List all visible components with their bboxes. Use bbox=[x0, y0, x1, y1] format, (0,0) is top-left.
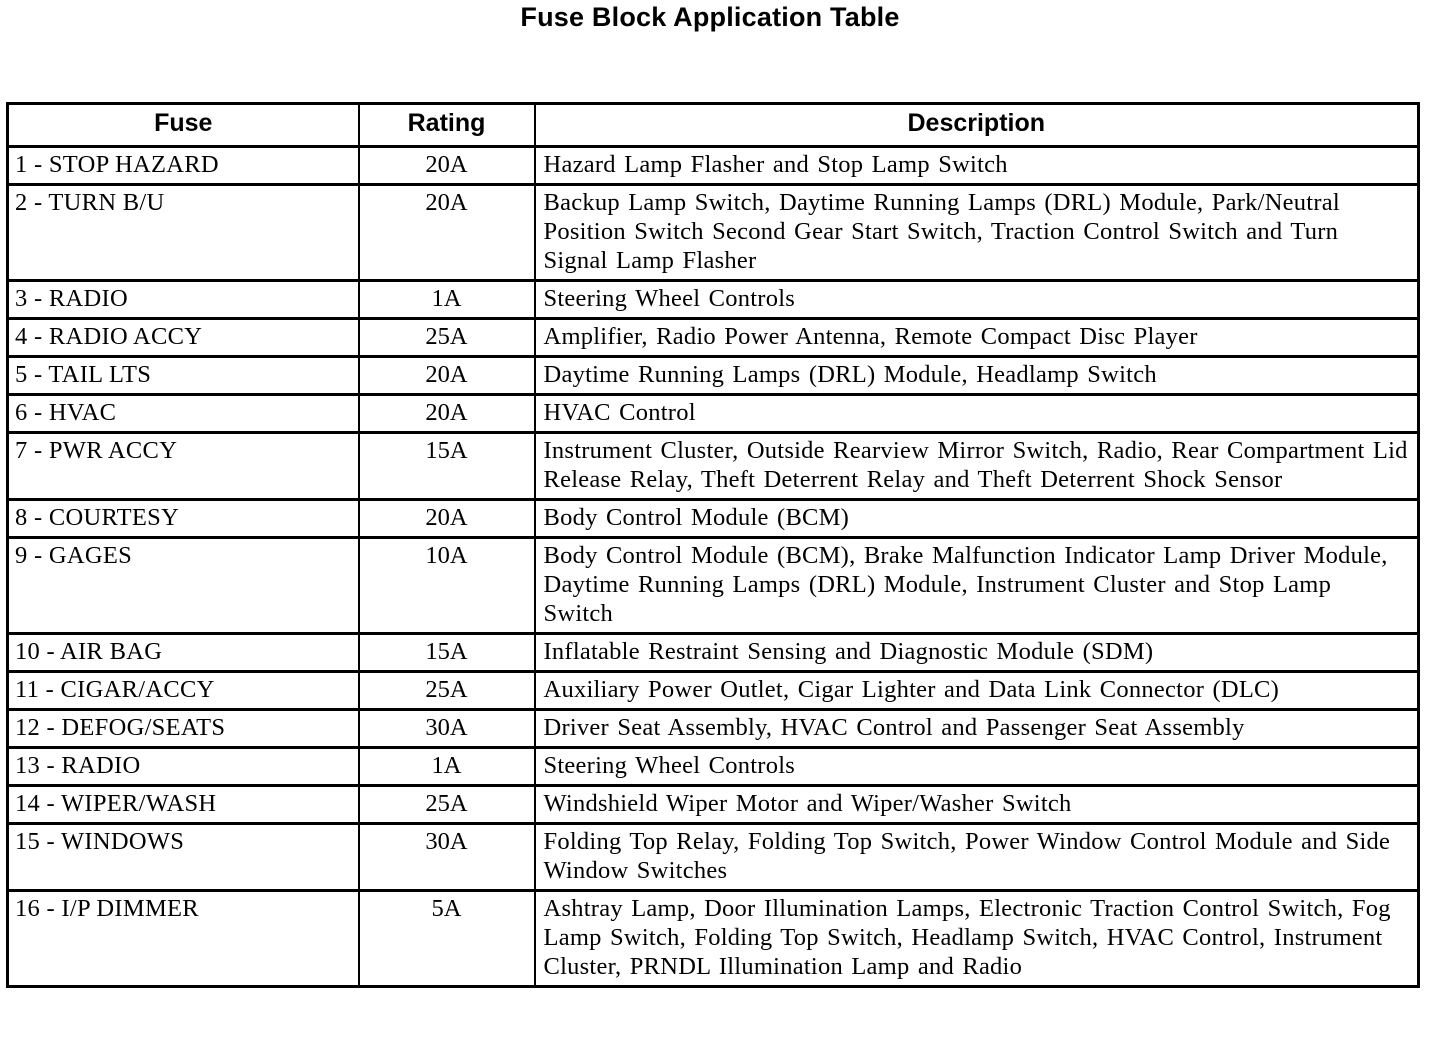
fuse-cell: 5 - TAIL LTS bbox=[8, 357, 359, 395]
rating-cell: 30A bbox=[359, 710, 535, 748]
description-cell: Body Control Module (BCM) bbox=[535, 500, 1419, 538]
description-cell: Amplifier, Radio Power Antenna, Remote Compact Disc Player bbox=[535, 319, 1419, 357]
description-cell: Ashtray Lamp, Door Illumination Lamps, Electronic Traction Control Switch, Fog Lamp Switch, Folding Top Switch, Headlamp Switch, HVAC Control, Instrument Cluster, PRNDL Illumination Lamp and Radio bbox=[535, 891, 1419, 987]
table-row bbox=[8, 824, 1419, 891]
rating-cell: 30A bbox=[359, 824, 535, 891]
rating-cell: 25A bbox=[359, 319, 535, 357]
description-cell: Driver Seat Assembly, HVAC Control and Passenger Seat Assembly bbox=[535, 710, 1419, 748]
table-row bbox=[8, 786, 1419, 824]
rating-cell: 1A bbox=[359, 748, 535, 786]
fuse-cell: 7 - PWR ACCY bbox=[8, 433, 359, 500]
description-cell: Steering Wheel Controls bbox=[535, 281, 1419, 319]
fuse-application-table bbox=[6, 102, 1420, 988]
table-row bbox=[8, 185, 1419, 281]
fuse-cell: 2 - TURN B/U bbox=[8, 185, 359, 281]
description-cell: Windshield Wiper Motor and Wiper/Washer Switch bbox=[535, 786, 1419, 824]
table-row bbox=[8, 538, 1419, 634]
description-cell: Steering Wheel Controls bbox=[535, 748, 1419, 786]
rating-cell: 5A bbox=[359, 891, 535, 987]
table-row bbox=[8, 357, 1419, 395]
table-row bbox=[8, 634, 1419, 672]
rating-cell: 20A bbox=[359, 185, 535, 281]
rating-cell: 10A bbox=[359, 538, 535, 634]
table-row bbox=[8, 395, 1419, 433]
rating-cell: 1A bbox=[359, 281, 535, 319]
table-row bbox=[8, 748, 1419, 786]
table-row bbox=[8, 891, 1419, 987]
rating-cell: 25A bbox=[359, 672, 535, 710]
description-cell: Body Control Module (BCM), Brake Malfunction Indicator Lamp Driver Module, Daytime Running Lamps (DRL) Module, Instrument Cluster and Stop Lamp Switch bbox=[535, 538, 1419, 634]
rating-cell: 20A bbox=[359, 147, 535, 185]
description-cell: Inflatable Restraint Sensing and Diagnostic Module (SDM) bbox=[535, 634, 1419, 672]
rating-cell: 20A bbox=[359, 395, 535, 433]
fuse-cell: 14 - WIPER/WASH bbox=[8, 786, 359, 824]
table-row bbox=[8, 147, 1419, 185]
rating-cell: 20A bbox=[359, 500, 535, 538]
fuse-cell: 12 - DEFOG/SEATS bbox=[8, 710, 359, 748]
fuse-cell: 3 - RADIO bbox=[8, 281, 359, 319]
fuse-cell: 16 - I/P DIMMER bbox=[8, 891, 359, 987]
fuse-cell: 1 - STOP HAZARD bbox=[8, 147, 359, 185]
column-header-fuse: Fuse bbox=[8, 104, 359, 147]
rating-cell: 15A bbox=[359, 433, 535, 500]
fuse-cell: 6 - HVAC bbox=[8, 395, 359, 433]
table-header-row bbox=[8, 104, 1419, 147]
rating-cell: 15A bbox=[359, 634, 535, 672]
fuse-cell: 9 - GAGES bbox=[8, 538, 359, 634]
description-cell: Folding Top Relay, Folding Top Switch, Power Window Control Module and Side Window Switches bbox=[535, 824, 1419, 891]
table-row bbox=[8, 672, 1419, 710]
table-row bbox=[8, 710, 1419, 748]
description-cell: Hazard Lamp Flasher and Stop Lamp Switch bbox=[535, 147, 1419, 185]
page-title: Fuse Block Application Table bbox=[520, 2, 900, 32]
rating-cell: 25A bbox=[359, 786, 535, 824]
column-header-description: Description bbox=[535, 104, 1419, 147]
fuse-cell: 4 - RADIO ACCY bbox=[8, 319, 359, 357]
table-row bbox=[8, 433, 1419, 500]
description-cell: Backup Lamp Switch, Daytime Running Lamps (DRL) Module, Park/Neutral Position Switch Second Gear Start Switch, Traction Control Switch and Turn Signal Lamp Flasher bbox=[535, 185, 1419, 281]
description-cell: Auxiliary Power Outlet, Cigar Lighter and Data Link Connector (DLC) bbox=[535, 672, 1419, 710]
table-row bbox=[8, 500, 1419, 538]
description-cell: Daytime Running Lamps (DRL) Module, Headlamp Switch bbox=[535, 357, 1419, 395]
fuse-cell: 15 - WINDOWS bbox=[8, 824, 359, 891]
fuse-cell: 8 - COURTESY bbox=[8, 500, 359, 538]
description-cell: Instrument Cluster, Outside Rearview Mirror Switch, Radio, Rear Compartment Lid Release Relay, Theft Deterrent Relay and Theft Deterrent Shock Sensor bbox=[535, 433, 1419, 500]
column-header-rating: Rating bbox=[359, 104, 535, 147]
table-row bbox=[8, 319, 1419, 357]
fuse-cell: 13 - RADIO bbox=[8, 748, 359, 786]
fuse-cell: 11 - CIGAR/ACCY bbox=[8, 672, 359, 710]
description-cell: HVAC Control bbox=[535, 395, 1419, 433]
table-row bbox=[8, 281, 1419, 319]
fuse-cell: 10 - AIR BAG bbox=[8, 634, 359, 672]
rating-cell: 20A bbox=[359, 357, 535, 395]
